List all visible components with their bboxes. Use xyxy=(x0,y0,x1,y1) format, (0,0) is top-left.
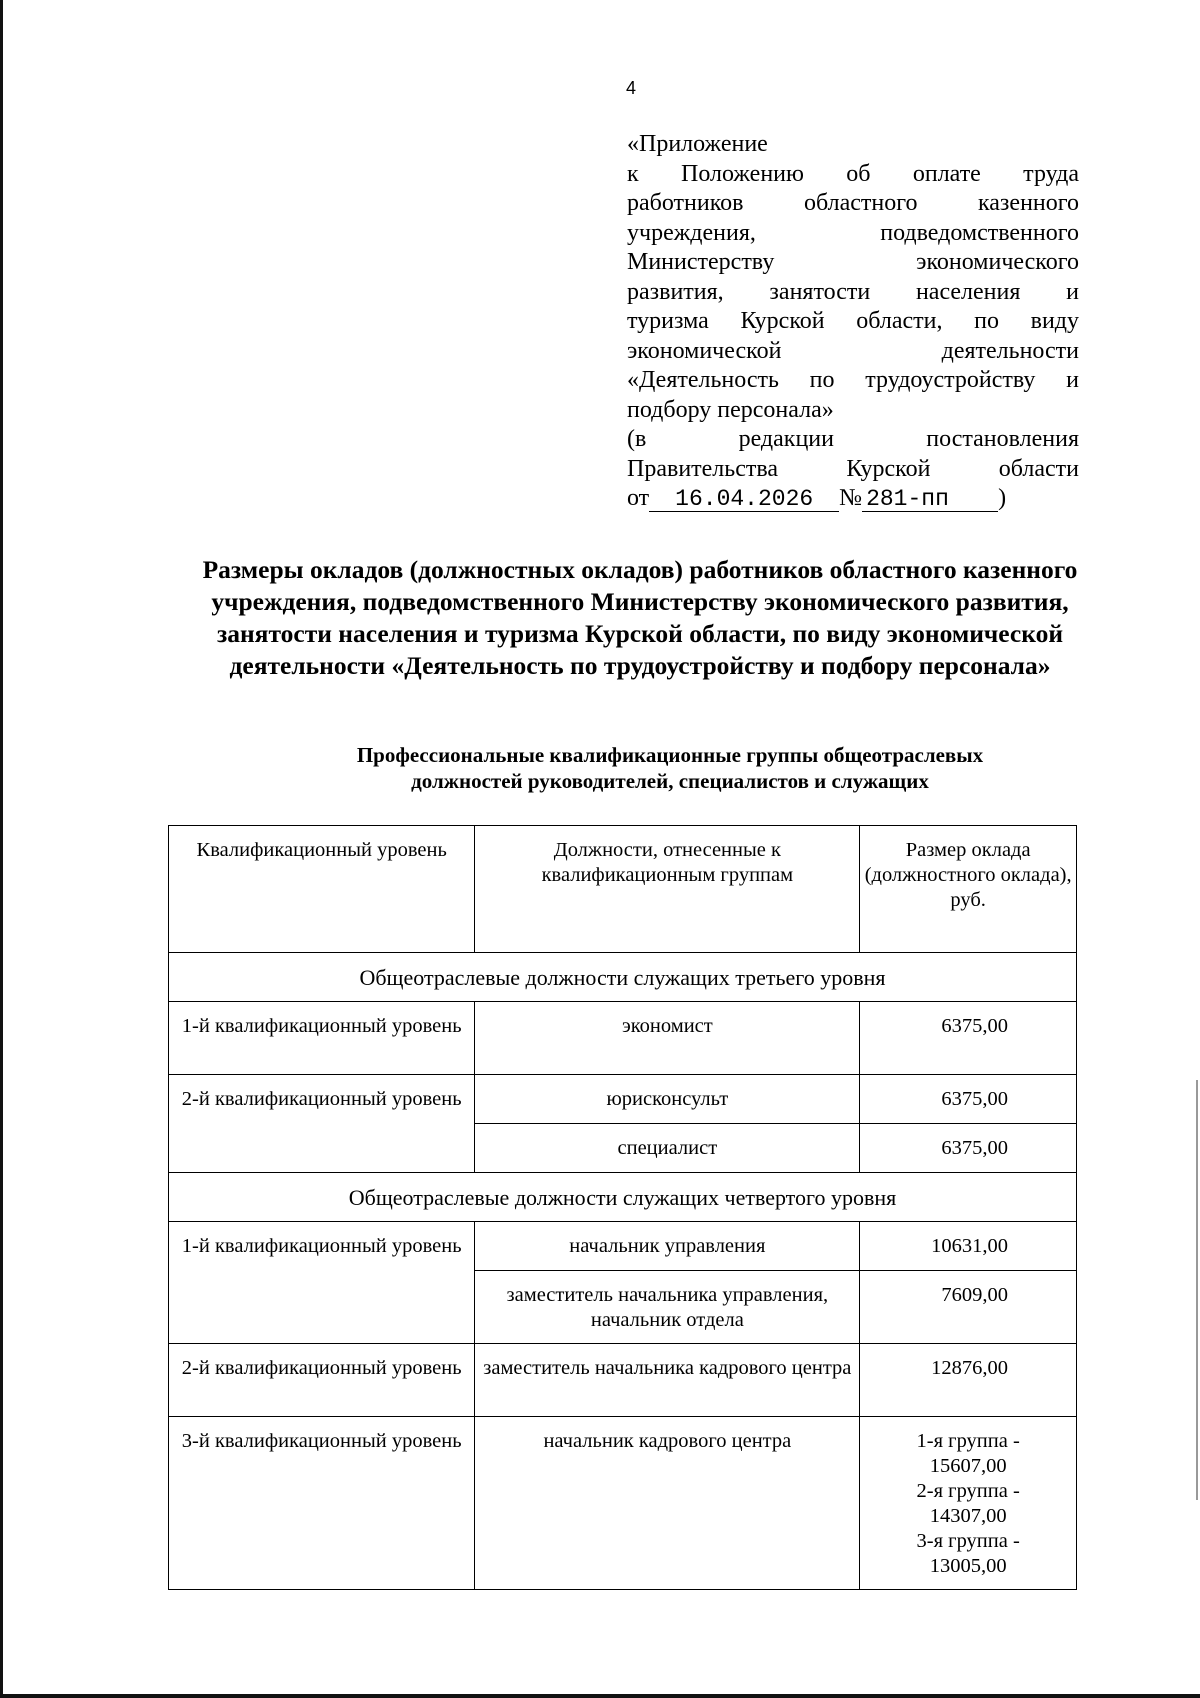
salary-groups-cell xyxy=(860,1417,1077,1590)
table-row xyxy=(169,1075,1077,1124)
scan-edge-left xyxy=(0,0,3,1698)
post-cell: экономист xyxy=(475,1002,860,1075)
document-title: Размеры окладов (должностных окладов) работников областного казенного учреждения, подведомственного Министерству экономического развития, занятости населения и туризма Курской области, по виду экономической деятельности «Деятельность по трудоустройству и подбору персонала» xyxy=(202,555,1078,680)
annex-line: подбору персонала» xyxy=(627,396,834,423)
table-row xyxy=(169,1344,1077,1417)
annex-line: развития, занятости населения и xyxy=(627,278,1079,305)
section-row xyxy=(169,1173,1077,1222)
scan-edge-right xyxy=(1196,1080,1198,1500)
salary-cell: 10631,00 xyxy=(860,1222,1077,1271)
decree-date-line xyxy=(627,484,1079,514)
scan-edge-bottom xyxy=(0,1694,1200,1698)
section-title: Общеотраслевые должности служащих третьего уровня xyxy=(169,953,1077,1002)
decree-date: 16.04.2026 xyxy=(649,487,839,512)
section-row xyxy=(169,953,1077,1002)
level-cell: 1-й квалификационный уровень xyxy=(169,1002,475,1075)
salary-group-value: 14307,00 xyxy=(929,1505,1007,1527)
page-number: 4 xyxy=(626,78,637,98)
salary-table xyxy=(168,825,1077,1590)
salary-group-label: 1-я группа - xyxy=(916,1430,1020,1452)
salary-group-value: 13005,00 xyxy=(929,1555,1007,1577)
salary-cell: 7609,00 xyxy=(860,1271,1077,1344)
level-cell: 3-й квалификационный уровень xyxy=(169,1417,475,1590)
post-cell: заместитель начальника управления, начальник отдела xyxy=(475,1271,860,1344)
table-title: Профессиональные квалификационные группы общеотраслевых должностей руководителей, специалистов и служащих xyxy=(356,743,984,793)
decree-number: 281-пп xyxy=(862,487,998,512)
level-cell: 2-й квалификационный уровень xyxy=(169,1344,475,1417)
post-cell: заместитель начальника кадрового центра xyxy=(475,1344,860,1417)
salary-cell: 6375,00 xyxy=(860,1075,1077,1124)
salary-group-label: 2-я группа - xyxy=(916,1480,1020,1502)
post-cell: юрисконсульт xyxy=(475,1075,860,1124)
salary-cell: 6375,00 xyxy=(860,1124,1077,1173)
section-title: Общеотраслевые должности служащих четвертого уровня xyxy=(169,1173,1077,1222)
annex-line: работников областного казенного xyxy=(627,190,1079,216)
header-salary: Размер оклада (должностного оклада), руб. xyxy=(860,826,1077,953)
level-cell: 2-й квалификационный уровень xyxy=(169,1075,475,1173)
header-post: Должности, отнесенные к квалификационным группам xyxy=(475,826,860,953)
salary-group-value: 15607,00 xyxy=(929,1455,1007,1477)
annex-line: к Положению об оплате труда xyxy=(627,160,1079,187)
annex-line: Правительства Курской области xyxy=(627,455,1079,482)
table-header-row xyxy=(169,826,1077,953)
closing-paren: ) xyxy=(998,485,1007,511)
table-row xyxy=(169,1222,1077,1271)
annex-line: «Деятельность по трудоустройству и xyxy=(627,367,1079,393)
date-prefix: от xyxy=(627,485,650,511)
annex-line: учреждения, подведомственного xyxy=(627,219,1079,246)
annex-line: (в редакции постановления xyxy=(627,426,1079,452)
table-row xyxy=(169,1417,1077,1590)
header-level: Квалификационный уровень xyxy=(169,826,475,953)
post-cell: специалист xyxy=(475,1124,860,1173)
annex-line: экономической деятельности xyxy=(627,337,1079,364)
annex-line: «Приложение xyxy=(627,131,768,157)
salary-cell: 6375,00 xyxy=(860,1002,1077,1075)
salary-cell: 12876,00 xyxy=(860,1344,1077,1417)
level-cell: 1-й квалификационный уровень xyxy=(169,1222,475,1344)
annex-line: Министерству экономического xyxy=(627,249,1079,275)
salary-group-label: 3-я группа - xyxy=(916,1530,1020,1552)
post-cell: начальник управления xyxy=(475,1222,860,1271)
table-row xyxy=(169,1002,1077,1075)
number-prefix: № xyxy=(839,485,863,511)
annex-header xyxy=(627,130,1079,514)
annex-line: туризма Курской области, по виду xyxy=(627,308,1079,334)
post-cell: начальник кадрового центра xyxy=(475,1417,860,1590)
